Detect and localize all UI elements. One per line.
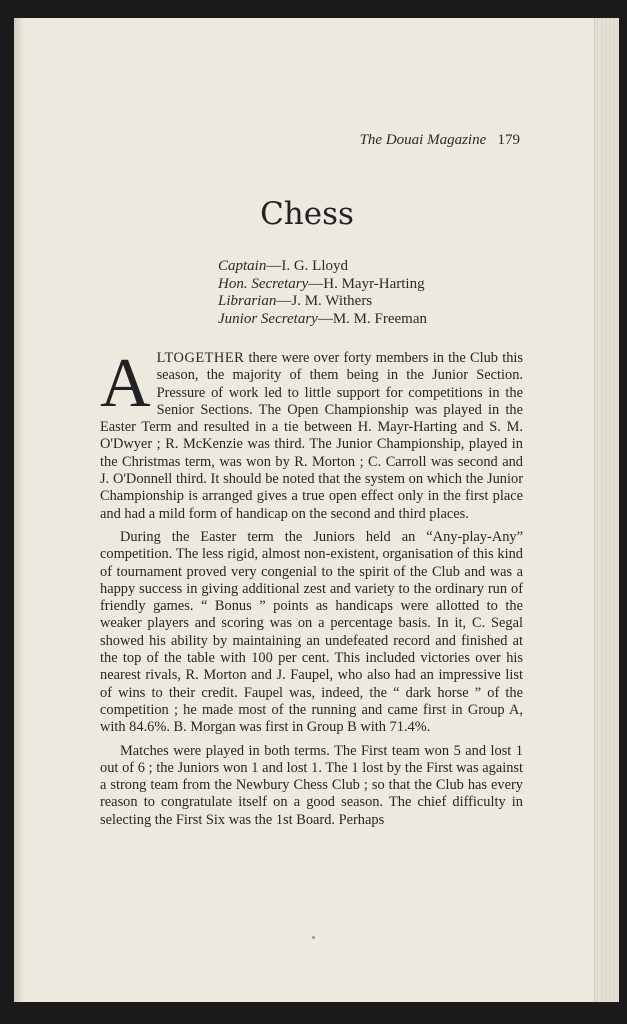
officer-role: Librarian	[218, 293, 277, 309]
magazine-title: The Douai Magazine	[359, 132, 487, 148]
article-title: Chess	[260, 196, 354, 232]
page-speck	[312, 936, 315, 939]
drop-cap: A	[100, 345, 151, 422]
page-number: 179	[497, 132, 520, 148]
officer-name: I. G. Lloyd	[281, 258, 349, 274]
paragraph-2: During the Easter term the Juniors held an “Any-play-Any” competition. The less rigid, almost non-existent, organisation of this kind of tournament proved very congenial to the spirit of the Club and was a happy success in giving additional zest and variety to the ordinary run of friendly games. “ Bonus ” points as handicaps were allotted to the weaker players and scoring was on a percentage basis. In it, C. Segal showed his ability by maintaining an undefeated record and finished at the top of the table with 100 per cent. This included victories over his nearest rivals, R. Morton and J. Faupel, who also had an impressive list of wins to their credit. Faupel was, indeed, the “ dark horse ” of the competition ; he made most of the running and came first in Group A, with 84.6%. B. Morgan was first in Group B with 71.4%.	[100, 528, 523, 736]
officer-name: H. Mayr-Harting	[323, 275, 425, 292]
officer-line: Junior Secretary—M. M. Freeman	[218, 310, 427, 327]
paragraph-1-text: there were over forty members in the Club this season, the majority of them being in the Junior Section. Pressure of work led to little support for competitions in the Senior Sections. The Open Championship was played in the Easter Term and resulted in a tie between H. Mayr-Harting and S. M. O'Dwyer ; R. McKenzie was third. The Junior Championship, played in the Christmas term, was won by R. Morton ; C. Carroll was second and J. O'Donnell third. It should be noted that the system on which the Junior Championship is arranged gives a true open effect only in the first place and had a mild form of handicap on the second and third places.	[100, 350, 523, 522]
page-gutter	[14, 18, 24, 1002]
officer-line: Librarian—J. M. Withers	[218, 293, 373, 309]
officer-line: Hon. Secretary—H. Mayr-Harting	[218, 275, 425, 292]
officer-role: Hon. Secretary	[218, 275, 309, 292]
officer-name: M. M. Freeman	[332, 310, 427, 327]
officer-role: Junior Secretary	[218, 310, 318, 327]
paragraph-1	[100, 345, 523, 523]
officer-name: J. M. Withers	[291, 293, 373, 309]
running-header	[300, 132, 520, 149]
officers-list	[218, 258, 518, 328]
opening-word: LTOGETHER	[156, 350, 245, 366]
page-edges	[594, 18, 619, 1002]
paragraph-3: Matches were played in both terms. The First team won 5 and lost 1 out of 6 ; the Juniors won 1 and lost 1. The 1 lost by the First was against a strong team from the Newbury Chess Club ; so that the Club has every reason to congratulate itself on a good season. The chief difficulty in selecting the First Six was the 1st Board. Perhaps	[100, 742, 523, 828]
article-body	[100, 345, 523, 829]
officer-role: Captain	[218, 258, 267, 274]
officer-line: Captain—I. G. Lloyd	[218, 258, 349, 274]
